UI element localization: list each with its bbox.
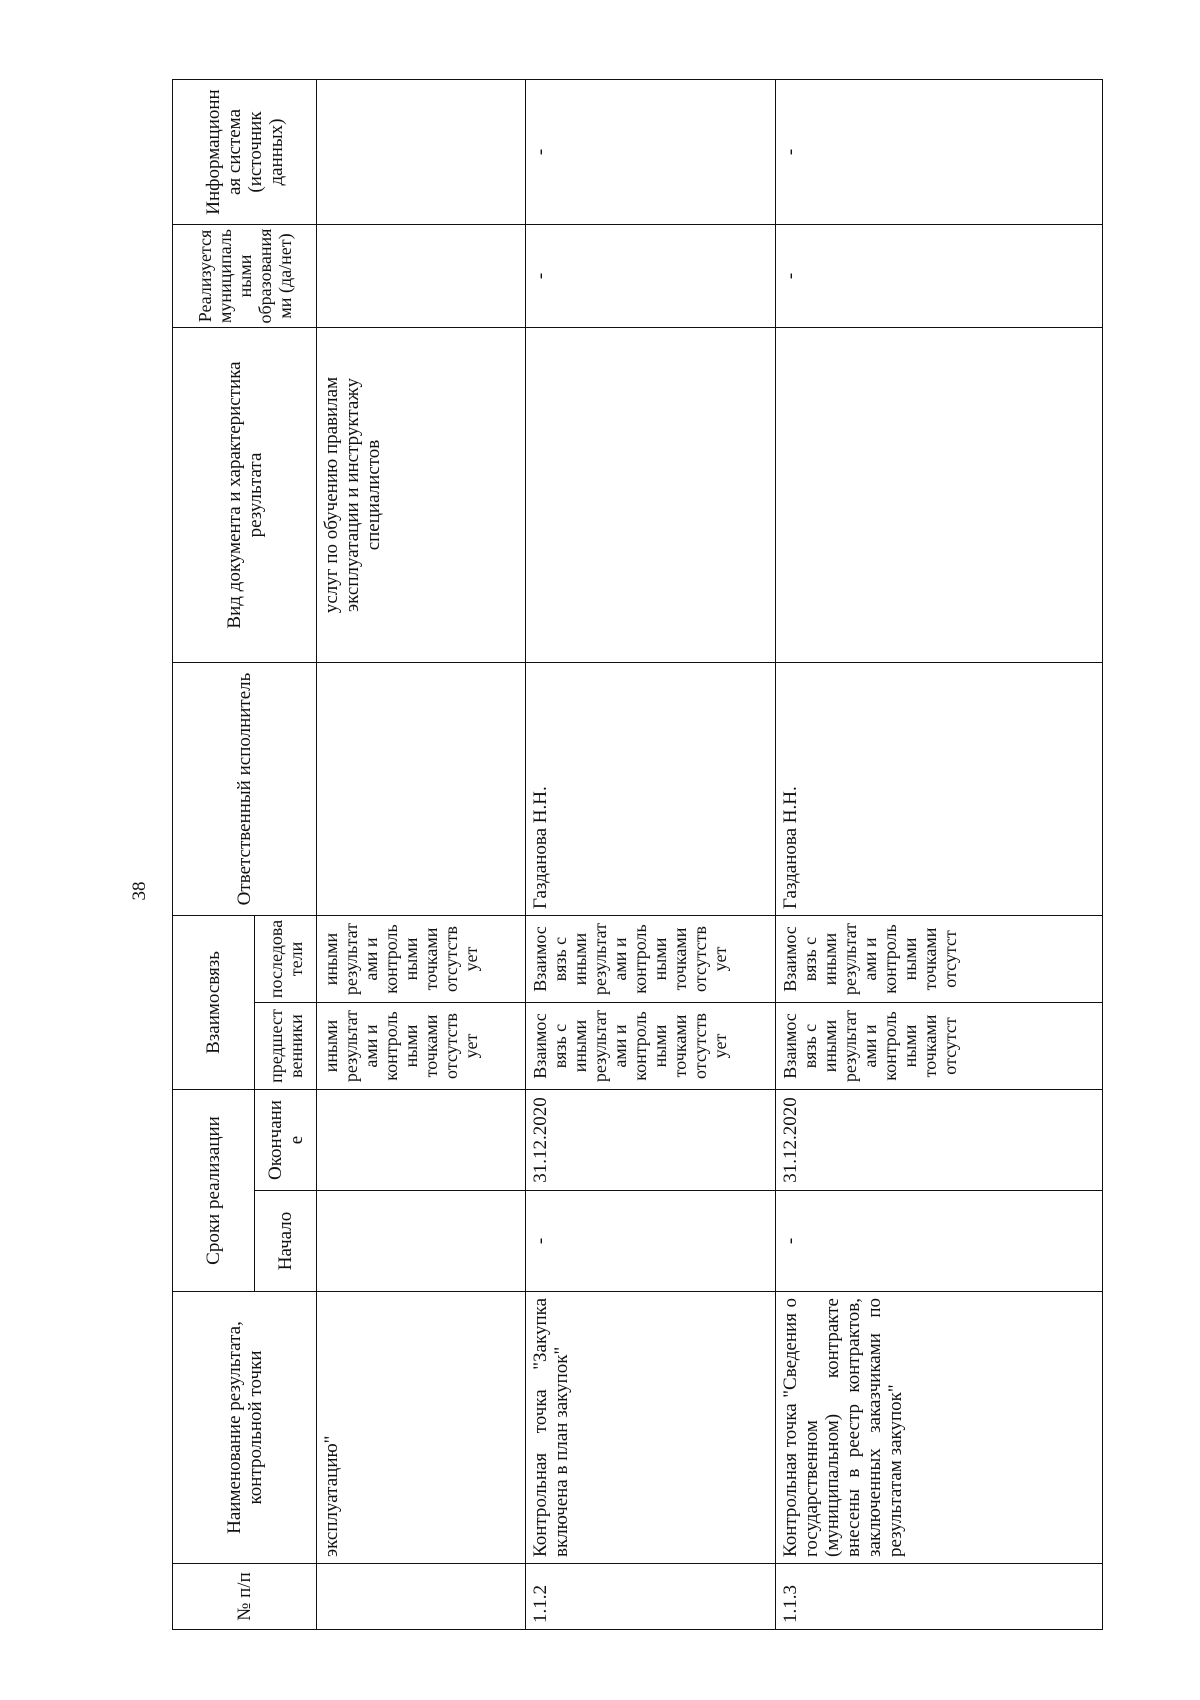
cell-infosys: [317, 80, 526, 225]
page-number: 38: [129, 881, 150, 901]
header-pred: предшественники: [255, 1003, 317, 1090]
cell-start: -: [526, 1191, 776, 1292]
header-start: Начало: [255, 1191, 317, 1292]
cell-name: Контрольная точка "Закупка включена в план закупок": [526, 1292, 776, 1564]
cell-municipal: -: [776, 225, 1103, 328]
cell-succ: Взаимосвязь с иными результатами и контрольными точками отсутствует: [526, 916, 776, 1003]
cell-succ: Взаимосвязь с иными результатами и контрольными точками отсутст: [776, 916, 1103, 1003]
cell-infosys: -: [526, 80, 776, 225]
cell-doc: [526, 328, 776, 663]
cell-name: эксплуатацию": [317, 1292, 526, 1564]
table-row: [317, 80, 526, 1630]
header-name: Наименование результата, контрольной точки: [173, 1292, 317, 1564]
cell-end: 31.12.2020: [776, 1090, 1103, 1191]
cell-infosys: -: [776, 80, 1103, 225]
cell-end: 31.12.2020: [526, 1090, 776, 1191]
cell-end: [317, 1090, 526, 1191]
header-relation: Взаимосвязь: [173, 916, 255, 1090]
header-municipal: Реализуется муниципальными образованиями (да/нет): [173, 225, 317, 328]
cell-succ: иными результатами и контрольными точками отсутствует: [317, 916, 526, 1003]
cell-num: 1.1.2: [526, 1564, 776, 1630]
header-succ: последователи: [255, 916, 317, 1003]
header-doc: Вид документа и характеристика результата: [173, 328, 317, 663]
cell-responsible: [317, 663, 526, 916]
cell-doc: [776, 328, 1103, 663]
cell-start: -: [776, 1191, 1103, 1292]
header-terms: Сроки реализации: [173, 1090, 255, 1292]
header-num: № п/п: [173, 1564, 317, 1630]
cell-municipal: [317, 225, 526, 328]
cell-pred: Взаимосвязь с иными результатами и контрольными точками отсутст: [776, 1003, 1103, 1090]
cell-pred: иными результатами и контрольными точками отсутствует: [317, 1003, 526, 1090]
cell-doc: услуг по обучению правилам эксплуатации и инструктажу специалистов: [317, 328, 526, 663]
cell-num: [317, 1564, 526, 1630]
rotated-page-content: [172, 80, 1102, 1630]
cell-pred: Взаимосвязь с иными результатами и контрольными точками отсутствует: [526, 1003, 776, 1090]
table-row: [526, 80, 776, 1630]
cell-name: Контрольная точка "Сведения о государственном (муниципальном) контракте внесены в реестр контрактов, заключенных заказчиками по результатам закупок": [776, 1292, 1103, 1564]
cell-municipal: -: [526, 225, 776, 328]
header-responsible: Ответственный исполнитель: [173, 663, 317, 916]
header-infosys: Информационная система (источник данных): [173, 80, 317, 225]
cell-start: [317, 1191, 526, 1292]
cell-responsible: Газданова Н.Н.: [776, 663, 1103, 916]
cell-num: 1.1.3: [776, 1564, 1103, 1630]
header-end: Окончание: [255, 1090, 317, 1191]
results-table: [172, 79, 1103, 1630]
cell-responsible: Газданова Н.Н.: [526, 663, 776, 916]
table-row: [776, 80, 1103, 1630]
